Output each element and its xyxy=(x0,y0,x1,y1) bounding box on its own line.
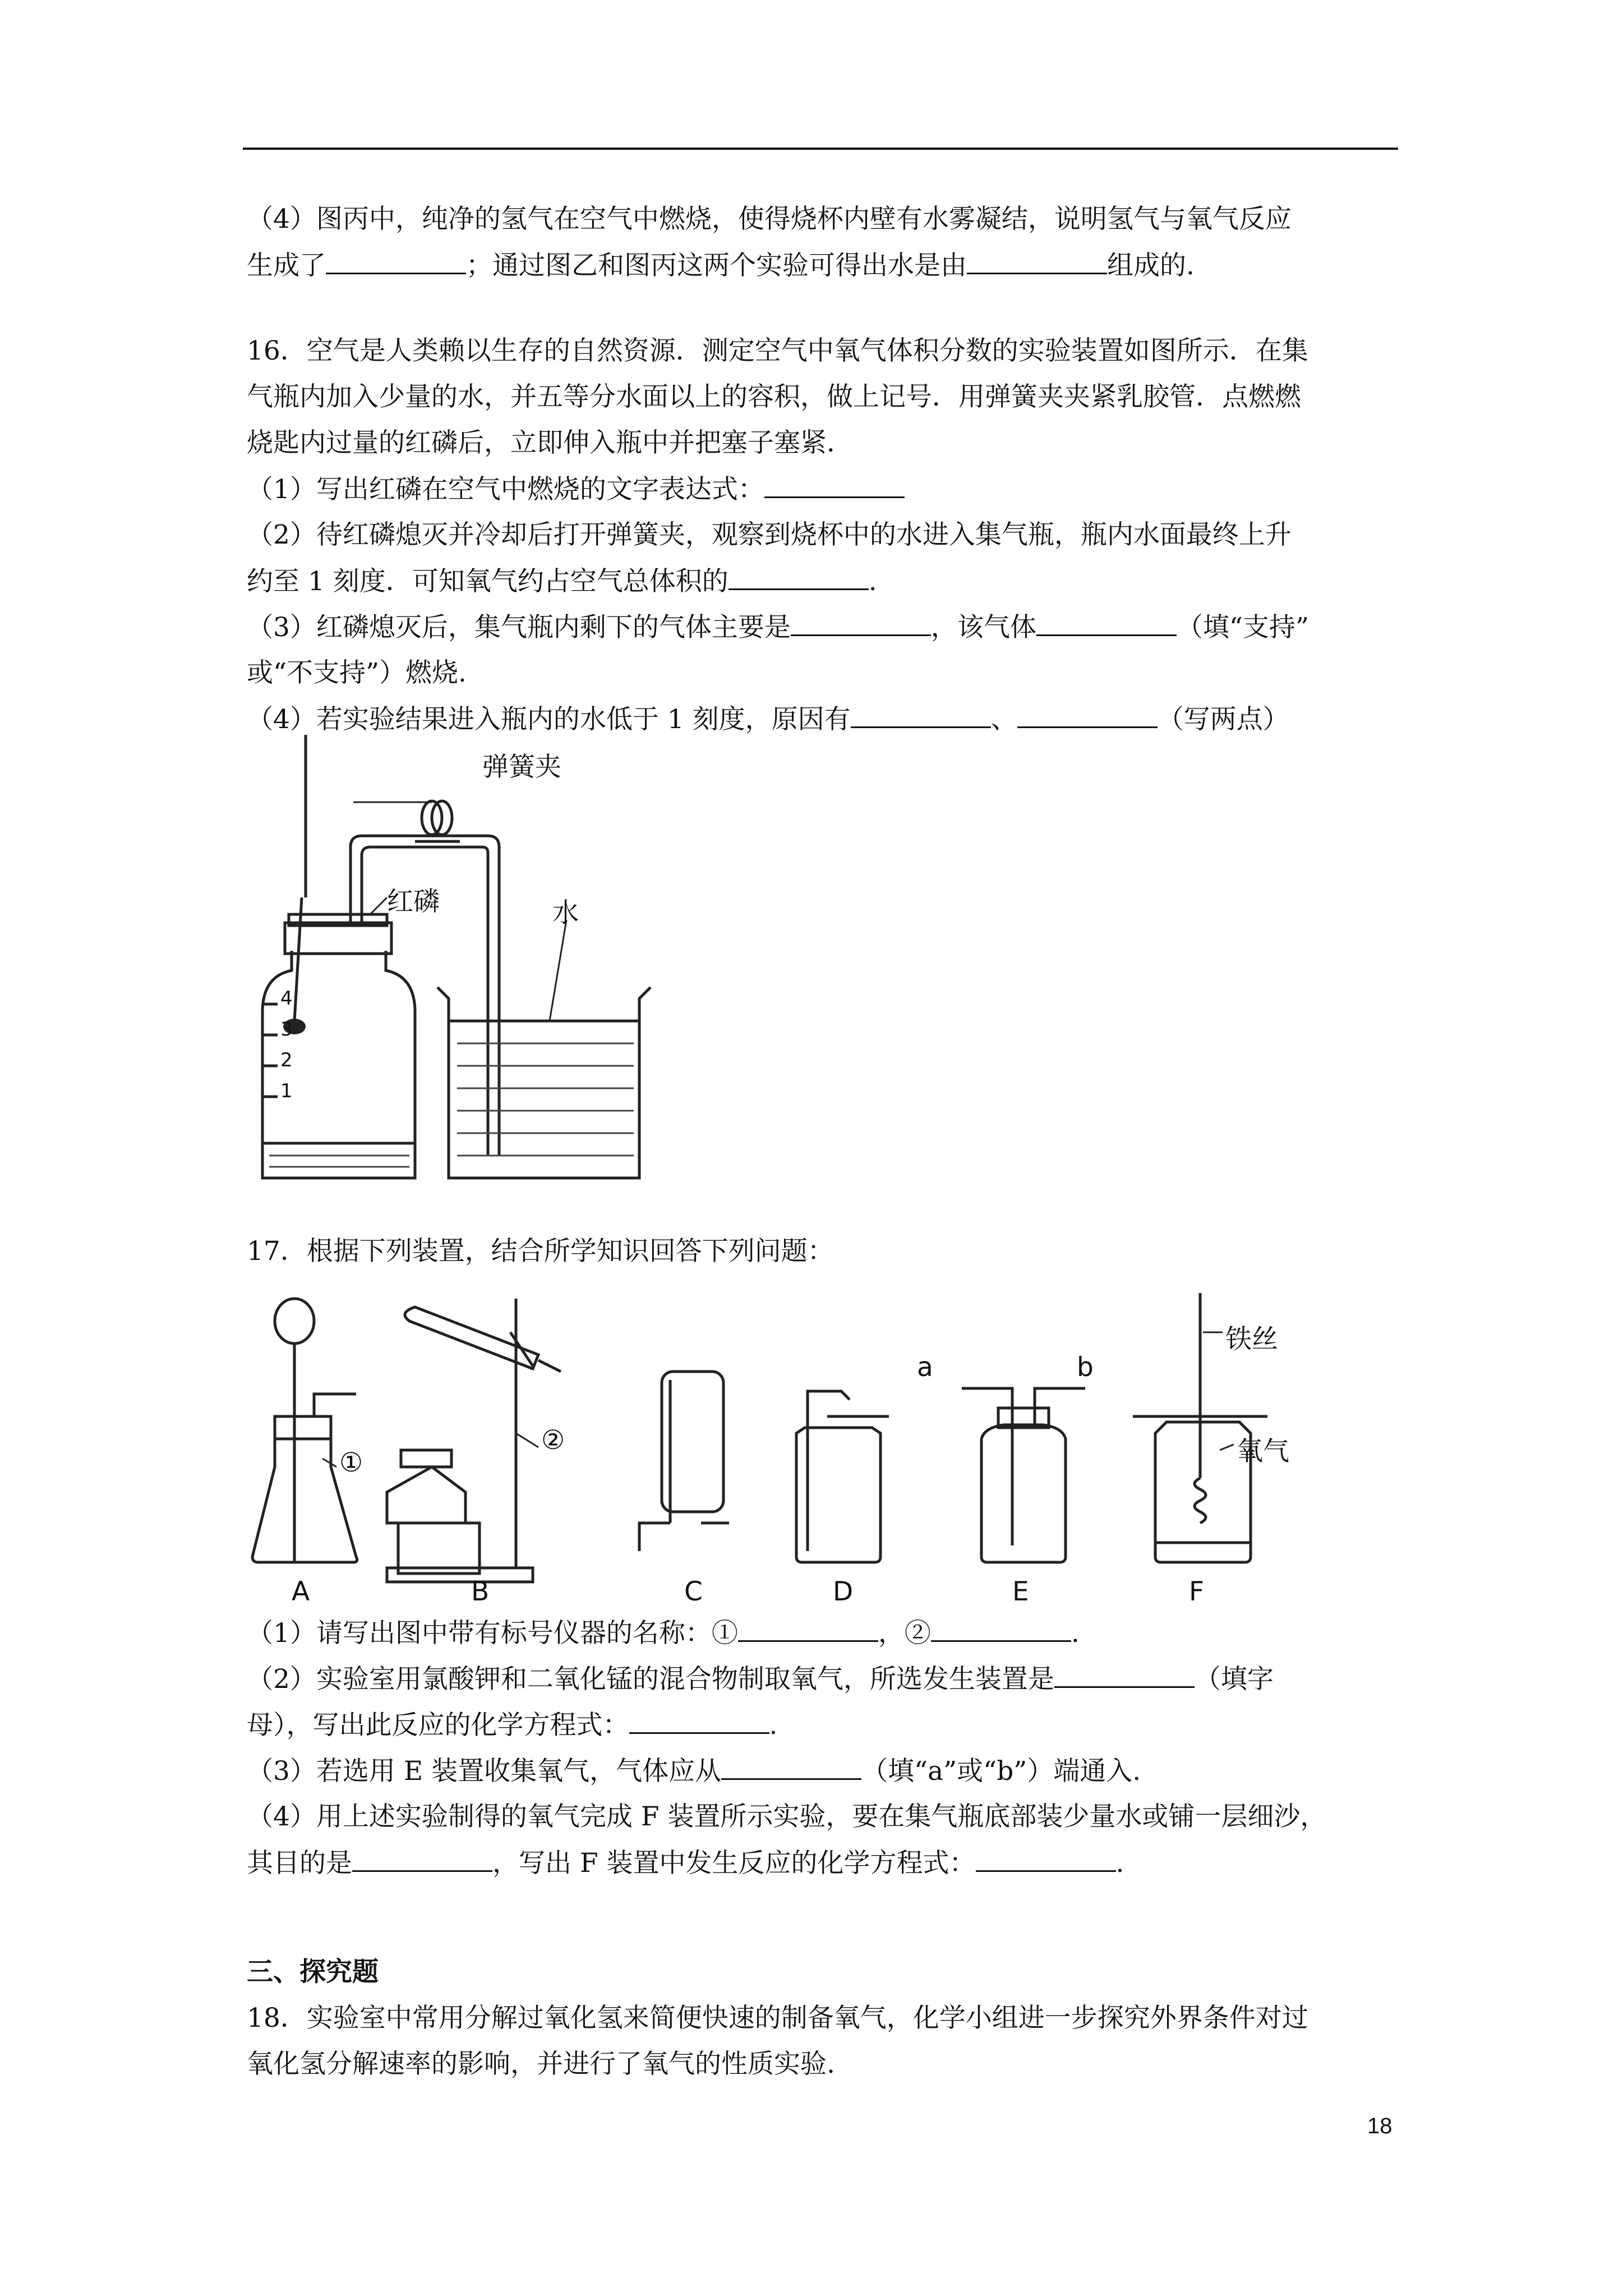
question-17-intro: 17．根据下列装置，结合所学知识回答下列问题： xyxy=(247,1236,834,1267)
scale-tick: 1 xyxy=(280,1080,293,1102)
water-label: 水 xyxy=(552,898,579,928)
water-hatching xyxy=(269,1043,634,1167)
sub-question-2: （2）待红磷熄灭并冷却后打开弹簧夹，观察到烧杯中的水进入集气瓶，瓶内水面最终上升 xyxy=(247,519,1292,550)
answer-blank[interactable] xyxy=(629,1702,769,1734)
iron-wire-label: 铁丝 xyxy=(1225,1324,1278,1355)
question-intro: 气瓶内加入少量的水，并五等分水面以上的容积，做上记号．用弹簧夹夹紧乳胶管．点燃燃 xyxy=(247,381,1301,412)
question-15-part-4 xyxy=(247,196,1402,288)
clip-label: 弹簧夹 xyxy=(482,752,561,783)
question-17-parts xyxy=(247,1610,1402,1886)
beaker-outline xyxy=(437,987,651,1178)
oxygen-volume-apparatus-figure xyxy=(247,729,684,1184)
answer-blank[interactable] xyxy=(1054,1656,1195,1688)
sub-question-3-cont: 或“不支持”）燃烧. xyxy=(247,657,467,688)
pointer-line xyxy=(550,920,566,1021)
answer-blank[interactable] xyxy=(931,1610,1071,1642)
scale-tick: 2 xyxy=(280,1049,293,1071)
question-intro: 16．空气是人类赖以生存的自然资源．测定空气中氧气体积分数的实验装置如图所示．在集 xyxy=(247,335,1308,366)
answer-blank[interactable] xyxy=(721,1748,861,1780)
answer-blank[interactable] xyxy=(976,1840,1116,1872)
sub-question-1: （1）写出红磷在空气中燃烧的文字表达式： xyxy=(247,466,1402,512)
sub-question-4-cont: 其目的是 ，写出 F 装置中发生反应的化学方程式： . xyxy=(247,1840,1402,1886)
apparatus-B xyxy=(387,1299,561,1582)
answer-blank[interactable] xyxy=(764,466,905,498)
question-intro: 烧匙内过量的红磷后，立即伸入瓶中并把塞子塞紧． xyxy=(247,427,853,458)
oxygen-label: 氧气 xyxy=(1237,1436,1289,1467)
sub-question-2-cont: 母），写出此反应的化学方程式： . xyxy=(247,1702,1402,1748)
question-18-line: 氧化氢分解速率的影响，并进行了氧气的性质实验. xyxy=(247,2049,835,2079)
apparatus-drawing xyxy=(247,729,684,1184)
sub-question-3: （3）红磷熄灭后，集气瓶内剩下的气体主要是 ，该气体 （填“支持” xyxy=(247,604,1402,650)
question-18-line: 18．实验室中常用分解过氧化氢来简便快速的制备氧气，化学小组进一步探究外界条件对过 xyxy=(247,2003,1308,2033)
sub-question-4: （4）若实验结果进入瓶内的水低于 1 刻度，原因有 、 （写两点） xyxy=(247,696,1402,742)
apparatus-label-D: D xyxy=(833,1576,854,1607)
apparatus-E xyxy=(962,1388,1085,1562)
answer-blank[interactable] xyxy=(738,1610,878,1642)
answer-blank[interactable] xyxy=(791,604,931,636)
scale-tick: 3 xyxy=(280,1018,293,1041)
sub-question-4: （4）用上述实验制得的氧气完成 F 装置所示实验，要在集气瓶底部装少量水或铺一层细沙， xyxy=(247,1801,1327,1832)
header-rule xyxy=(243,148,1398,150)
marker-1: ① xyxy=(339,1447,363,1478)
sub-question-3: （3）若选用 E 装置收集氧气，气体应从 （填“a”或“b”）端通入. xyxy=(247,1748,1402,1794)
spoon-rod-lower xyxy=(294,898,302,1021)
apparatus-label-E: E xyxy=(1012,1576,1029,1607)
apparatus-label-F: F xyxy=(1189,1576,1205,1607)
sub-question-1: （1）请写出图中带有标号仪器的名称：① ，② . xyxy=(247,1610,1402,1656)
port-a-label: a xyxy=(917,1352,933,1383)
answer-blank[interactable] xyxy=(728,558,869,590)
pointer-line xyxy=(370,898,387,914)
section-3 xyxy=(247,1949,1402,2087)
sub-question-2: （2）实验室用氯酸钾和二氧化锰的混合物制取氧气，所选发生装置是 （填字 xyxy=(247,1656,1402,1702)
lab-apparatus-figure xyxy=(247,1287,1346,1613)
text-line: （4）图丙中，纯净的氢气在空气中燃烧，使得烧杯内壁有水雾凝结，说明氢气与氧气反应 xyxy=(247,204,1292,234)
marker-2: ② xyxy=(541,1425,565,1456)
answer-blank[interactable] xyxy=(352,1840,492,1872)
apparatus-D xyxy=(796,1391,889,1562)
apparatus-label-B: B xyxy=(471,1576,490,1607)
phosphorus-label: 红磷 xyxy=(387,886,440,917)
scale-tick: 4 xyxy=(280,987,293,1010)
apparatus-label-C: C xyxy=(684,1576,703,1607)
port-b-label: b xyxy=(1077,1352,1094,1383)
apparatus-C xyxy=(639,1372,729,1551)
question-16 xyxy=(247,328,1402,742)
apparatus-A xyxy=(252,1299,357,1562)
answer-blank[interactable] xyxy=(326,242,466,274)
answer-blank[interactable] xyxy=(1017,696,1158,728)
apparatus-label-A: A xyxy=(292,1576,310,1607)
text-line: 生成了 ；通过图乙和图丙这两个实验可得出水是由 组成的. xyxy=(247,242,1402,288)
answer-blank[interactable] xyxy=(851,696,991,728)
section-title: 三、探究题 xyxy=(247,1957,379,1987)
page-number: 18 xyxy=(1367,2114,1393,2138)
sub-question-2-cont: 约至 1 刻度．可知氧气约占空气总体积的 . xyxy=(247,558,1402,604)
answer-blank[interactable] xyxy=(1036,604,1177,636)
answer-blank[interactable] xyxy=(967,242,1107,274)
